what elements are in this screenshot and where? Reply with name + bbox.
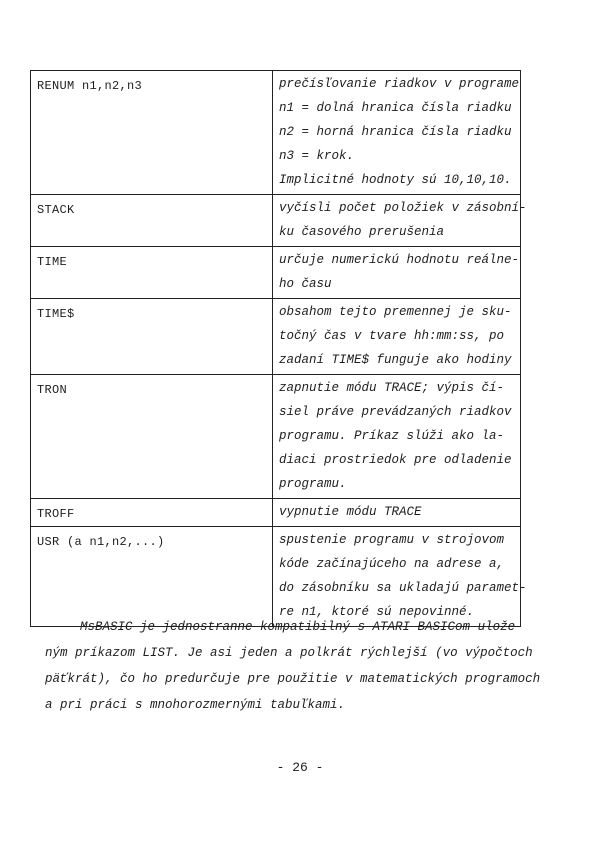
command-cell [31, 299, 273, 375]
description-line: n1 = dolná hranica čísla riadku [279, 101, 512, 115]
command-cell [31, 527, 273, 627]
paragraph-line: a pri práci s mnohorozmernými tabuľkami. [45, 698, 346, 712]
description-line: vypnutie módu TRACE [279, 505, 422, 519]
command-name: USR (a n1,n2,...) [37, 535, 165, 549]
description-line: obsahom tejto premennej je sku- [279, 305, 512, 319]
description-cell [273, 527, 527, 627]
paragraph-line: päťkrát), čo ho predurčuje pre použitie v matematických programoch [45, 672, 541, 686]
table-row [31, 71, 521, 195]
description-line: diaci prostriedok pre odladenie [279, 453, 512, 467]
description-line: prečísľovanie riadkov v programe [279, 77, 520, 91]
command-cell [31, 247, 273, 299]
description-line: kóde začínajúceho na adrese a, [279, 557, 505, 571]
table-row [31, 375, 521, 499]
command-cell [31, 499, 273, 527]
description-line: n2 = horná hranica čísla riadku [279, 125, 512, 139]
description-line: točný čas v tvare hh:mm:ss, po [279, 329, 505, 343]
command-cell [31, 71, 273, 195]
description-line: re n1, ktoré sú nepovinné. [279, 605, 475, 619]
description-line: programu. [279, 477, 347, 491]
body-paragraph [45, 614, 565, 718]
description-line: ho času [279, 277, 332, 291]
table-row [31, 195, 521, 247]
description-line: do zásobníku sa ukladajú paramet- [279, 581, 527, 595]
command-name: RENUM n1,n2,n3 [37, 79, 143, 93]
command-name: TIME$ [37, 307, 75, 321]
description-line: programu. Príkaz slúži ako la- [279, 429, 505, 443]
description-line: vyčísli počet položiek v zásobní- [279, 201, 527, 215]
table-row [31, 527, 521, 627]
page-number: - 26 - [276, 760, 324, 775]
description-cell [273, 299, 521, 375]
description-cell [273, 247, 521, 299]
description-line: zadaní TIME$ funguje ako hodiny [279, 353, 512, 367]
command-name: TROFF [37, 507, 75, 521]
paragraph-line: ným príkazom LIST. Je asi jeden a polkrát rýchlejší (vo výpočtoch [45, 646, 533, 660]
command-name: TRON [37, 383, 68, 397]
description-line: siel práve prevádzaných riadkov [279, 405, 512, 419]
command-name: STACK [37, 203, 75, 217]
description-cell [273, 499, 521, 527]
paragraph-line: MsBASIC je jednostranne kompatibilný s ATARI BASICom ulože- [80, 620, 523, 634]
description-line: n3 = krok. [279, 149, 355, 163]
command-cell [31, 375, 273, 499]
description-line: spustenie programu v strojovom [279, 533, 505, 547]
table-row [31, 247, 521, 299]
description-cell [273, 375, 521, 499]
description-line: určuje numerickú hodnotu reálne- [279, 253, 520, 267]
command-name: TIME [37, 255, 68, 269]
table-row [31, 299, 521, 375]
table-row [31, 499, 521, 527]
description-line: zapnutie módu TRACE; výpis čí- [279, 381, 505, 395]
description-line: ku časového prerušenia [279, 225, 445, 239]
description-cell [273, 195, 527, 247]
description-line: Implicitné hodnoty sú 10,10,10. [279, 173, 512, 187]
command-cell [31, 195, 273, 247]
description-cell [273, 71, 521, 195]
